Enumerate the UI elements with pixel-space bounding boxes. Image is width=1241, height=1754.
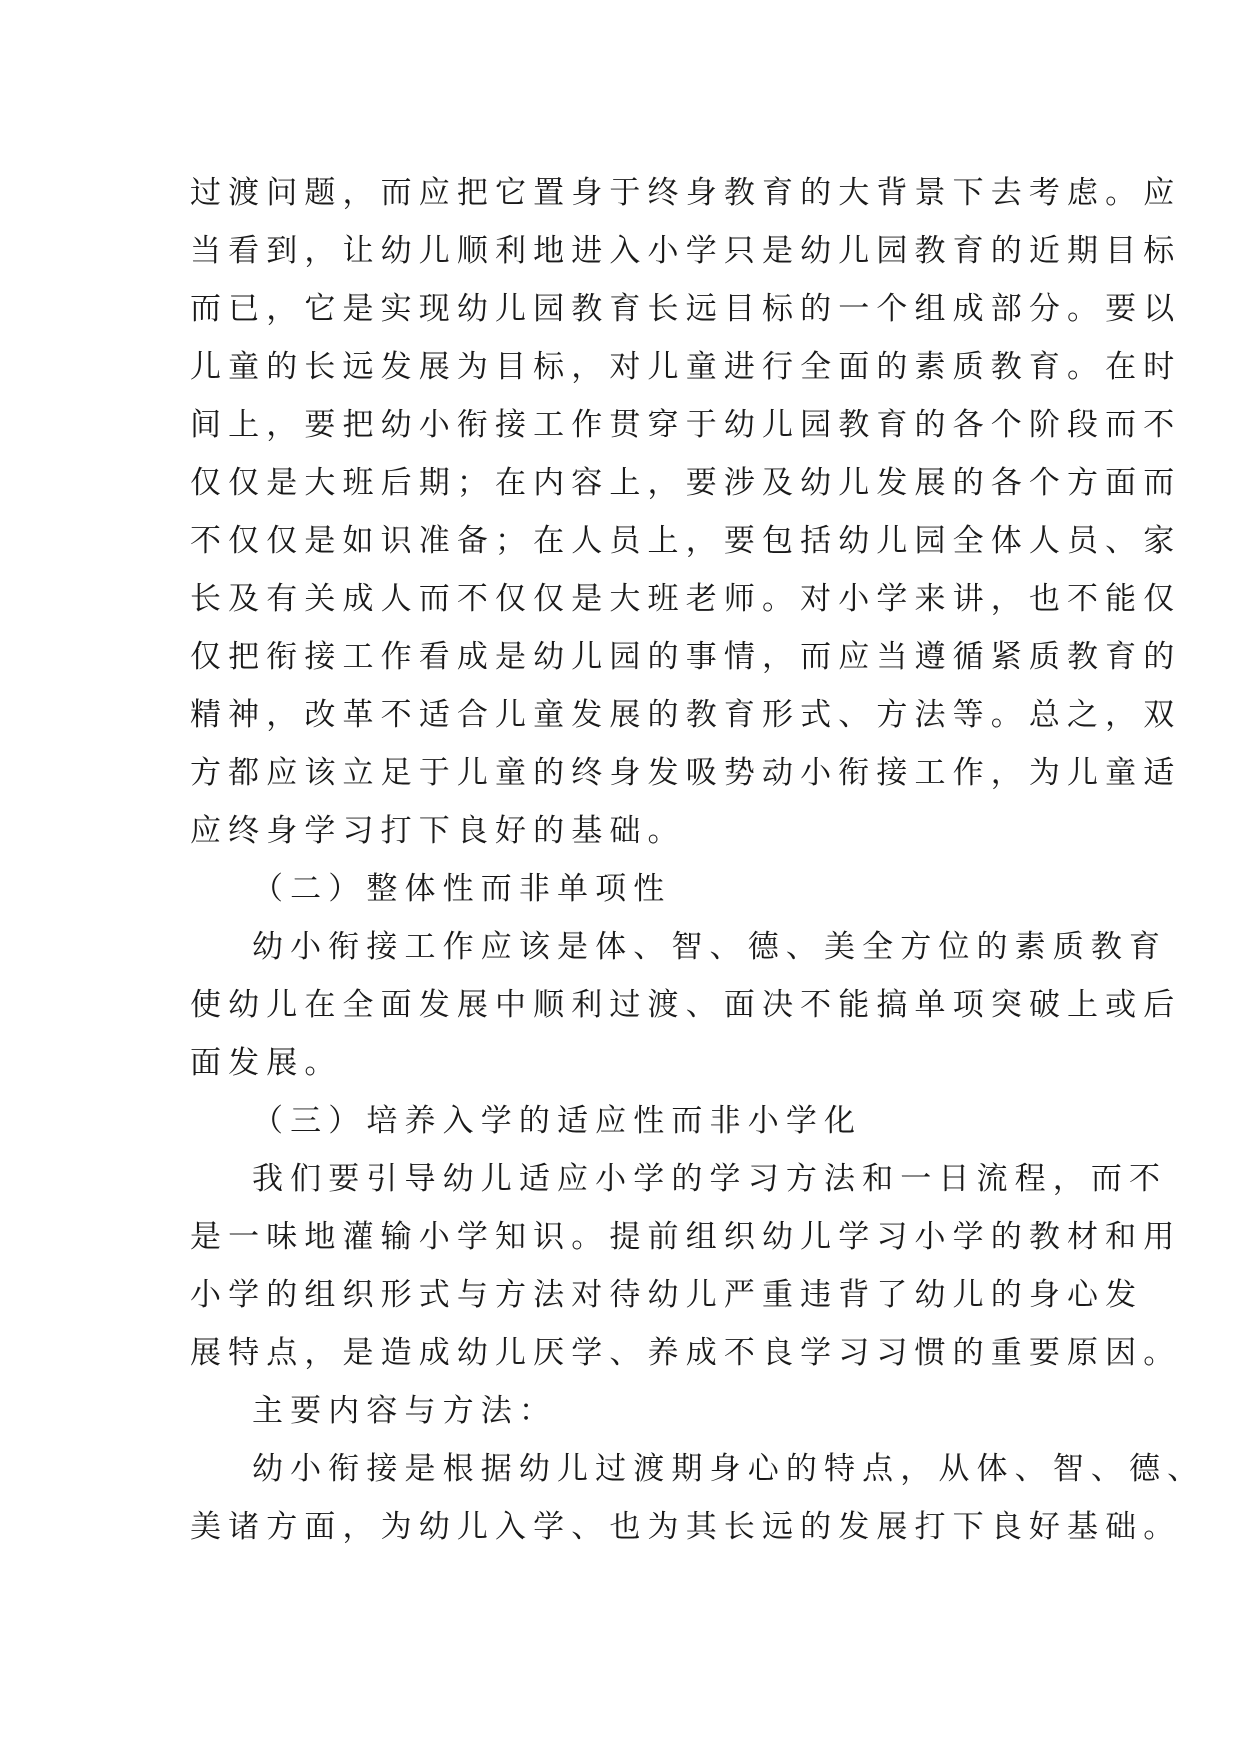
text-line: 方都应该立足于儿童的终身发吸势动小衔接工作，为儿童适: [190, 755, 1182, 791]
text-line: 精神，改革不适合儿童发展的教育形式、方法等。总之，双: [190, 697, 1182, 733]
text-line: 小学的组织形式与方法对待幼儿严重违背了幼儿的身心发: [190, 1277, 1144, 1313]
text-line: 当看到，让幼儿顺利地进入小学只是幼儿园教育的近期目标: [190, 233, 1182, 269]
text-line: 美诸方面，为幼儿入学、也为其长远的发展打下良好基础。: [190, 1509, 1182, 1545]
text-line: 儿童的长远发展为目标，对儿童进行全面的素质教育。在时: [190, 349, 1182, 385]
section-heading-3: （三）培养入学的适应性而非小学化: [252, 1103, 863, 1139]
text-line: 长及有关成人而不仅仅是大班老师。对小学来讲，也不能仅: [190, 581, 1182, 617]
paragraph-first-line: 我们要引导幼儿适应小学的学习方法和一日流程，而不: [252, 1161, 1168, 1197]
text-line: 仅把衔接工作看成是幼儿园的事情，而应当遵循紧质教育的: [190, 639, 1182, 675]
text-line: 过渡问题，而应把它置身于终身教育的大背景下去考虑。应: [190, 175, 1182, 211]
text-line: 不仅仅是如识准备；在人员上，要包括幼儿园全体人员、家: [190, 523, 1182, 559]
text-line: 是一味地灌输小学知识。提前组织幼儿学习小学的教材和用: [190, 1219, 1182, 1255]
text-line: 而已，它是实现幼儿园教育长远目标的一个组成部分。要以: [190, 291, 1182, 327]
section-heading-2: （二）整体性而非单项性: [252, 871, 672, 907]
text-line: 使幼儿在全面发展中顺利过渡、面决不能搞单项突破上或后: [190, 987, 1182, 1023]
paragraph-first-line: 幼小衔接工作应该是体、智、德、美全方位的素质教育: [252, 929, 1168, 965]
text-line: 应终身学习打下良好的基础。: [190, 813, 686, 849]
text-line: 间上，要把幼小衔接工作贯穿于幼儿园教育的各个阶段而不: [190, 407, 1182, 443]
text-line: 面发展。: [190, 1045, 343, 1081]
text-line: 展特点，是造成幼儿厌学、养成不良学习习惯的重要原因。: [190, 1335, 1182, 1371]
text-line: 仅仅是大班后期；在内容上，要涉及幼儿发展的各个方面而: [190, 465, 1182, 501]
subheading-main-content: 主要内容与方法：: [252, 1393, 558, 1429]
paragraph-first-line: 幼小衔接是根据幼儿过渡期身心的特点，从体、智、德、: [252, 1451, 1206, 1487]
